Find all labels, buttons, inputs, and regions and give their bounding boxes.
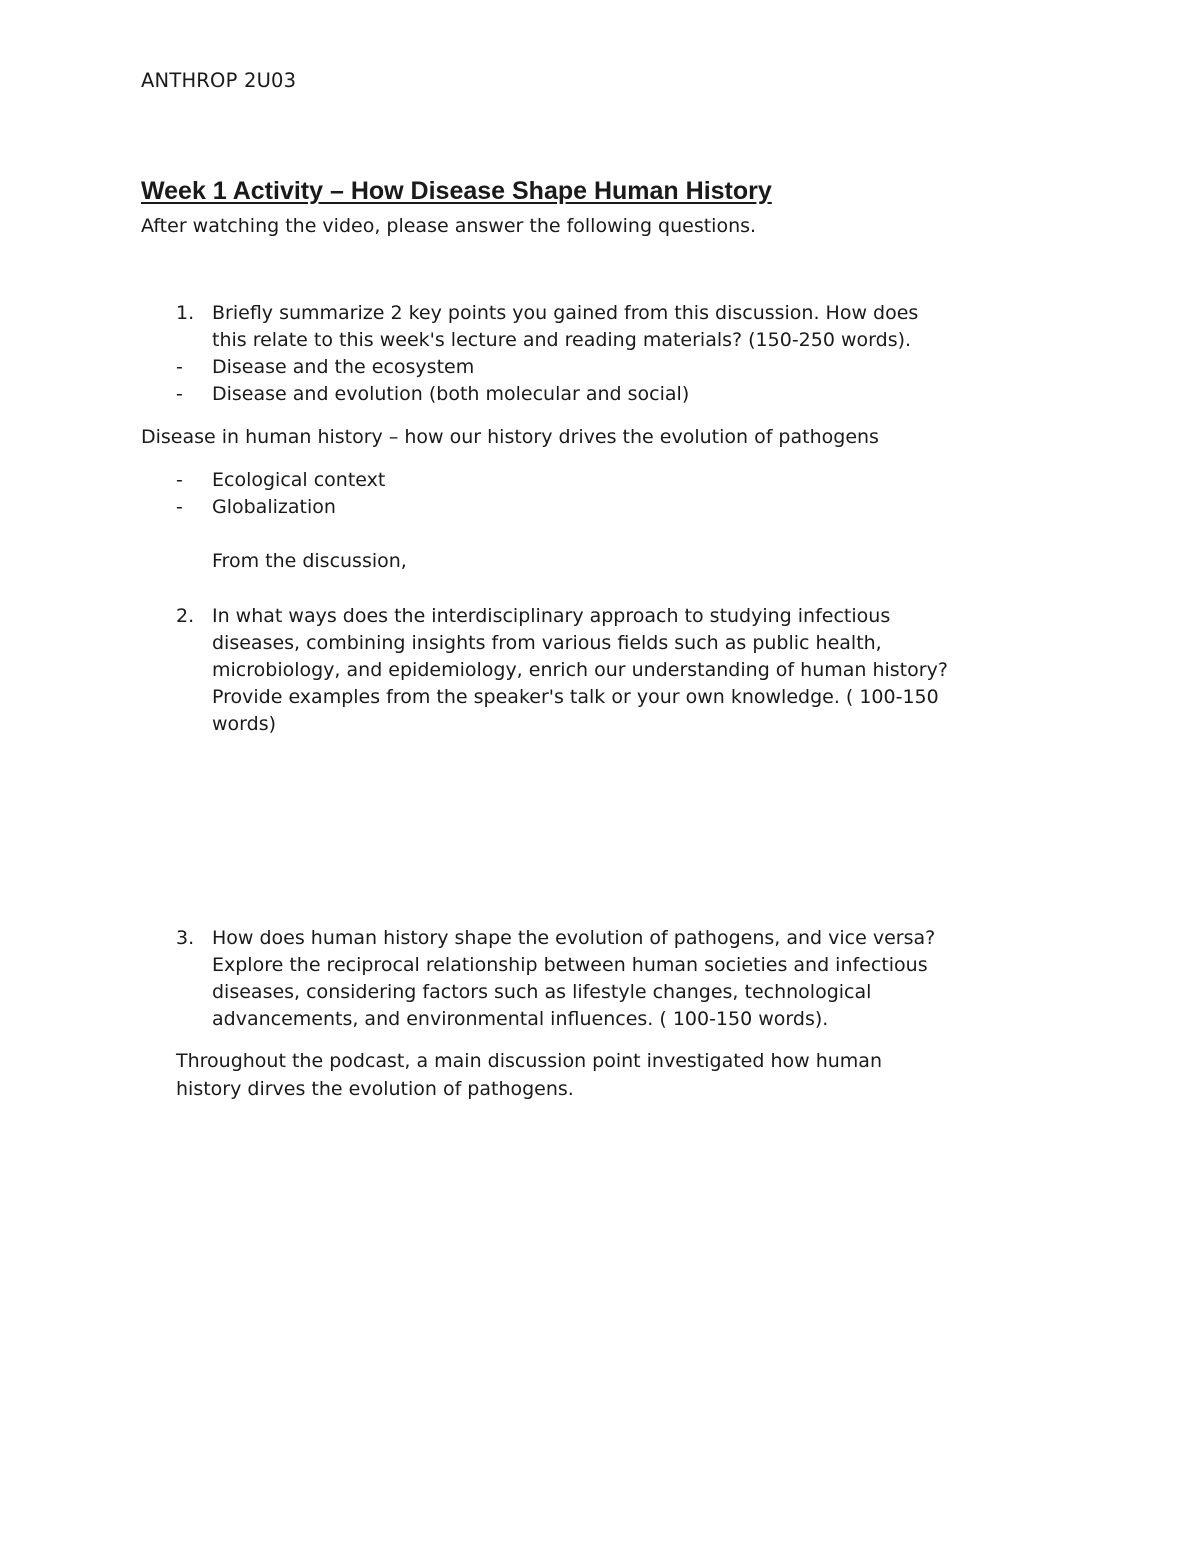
bullet-marker: -	[176, 469, 183, 491]
bullet-marker: -	[176, 356, 183, 378]
question-3-line: diseases, considering factors such as lifestyle changes, technological	[212, 981, 872, 1003]
question-3-line: Explore the reciprocal relationship between human societies and infectious	[212, 954, 928, 976]
answer-line: Throughout the podcast, a main discussion point investigated how human	[176, 1050, 882, 1072]
question-1-line: Briefly summarize 2 key points you gained from this discussion. How does	[212, 302, 919, 324]
course-code: ANTHROP 2U03	[141, 69, 297, 92]
answer-paragraph: Disease in human history – how our history drives the evolution of pathogens	[141, 426, 879, 448]
answer-line: history dirves the evolution of pathogens.	[176, 1078, 574, 1100]
question-3-line: advancements, and environmental influences. ( 100-150 words).	[212, 1008, 829, 1030]
question-1-line: this relate to this week's lecture and reading materials? (150-250 words).	[212, 329, 912, 351]
question-2-line: microbiology, and epidemiology, enrich our understanding of human history?	[212, 659, 948, 681]
question-2-line: words)	[212, 713, 277, 735]
question-3-line: How does human history shape the evolution of pathogens, and vice versa?	[212, 927, 936, 949]
bullet-item: Ecological context	[212, 469, 386, 491]
bullet-item: Globalization	[212, 496, 336, 518]
bullet-marker: -	[176, 383, 183, 405]
question-2-number: 2.	[176, 605, 195, 627]
question-3-number: 3.	[176, 927, 195, 949]
question-2-line: In what ways does the interdisciplinary approach to studying infectious	[212, 605, 891, 627]
bullet-item: Disease and evolution (both molecular and social)	[212, 383, 690, 405]
question-1-number: 1.	[176, 302, 195, 324]
question-2-line: diseases, combining insights from various fields such as public health,	[212, 632, 882, 654]
question-2-line: Provide examples from the speaker's talk or your own knowledge. ( 100-150	[212, 686, 939, 708]
answer-note: From the discussion,	[212, 550, 407, 572]
bullet-marker: -	[176, 496, 183, 518]
bullet-item: Disease and the ecosystem	[212, 356, 475, 378]
page-title: Week 1 Activity – How Disease Shape Human History	[141, 177, 772, 205]
intro-text: After watching the video, please answer the following questions.	[141, 215, 757, 237]
